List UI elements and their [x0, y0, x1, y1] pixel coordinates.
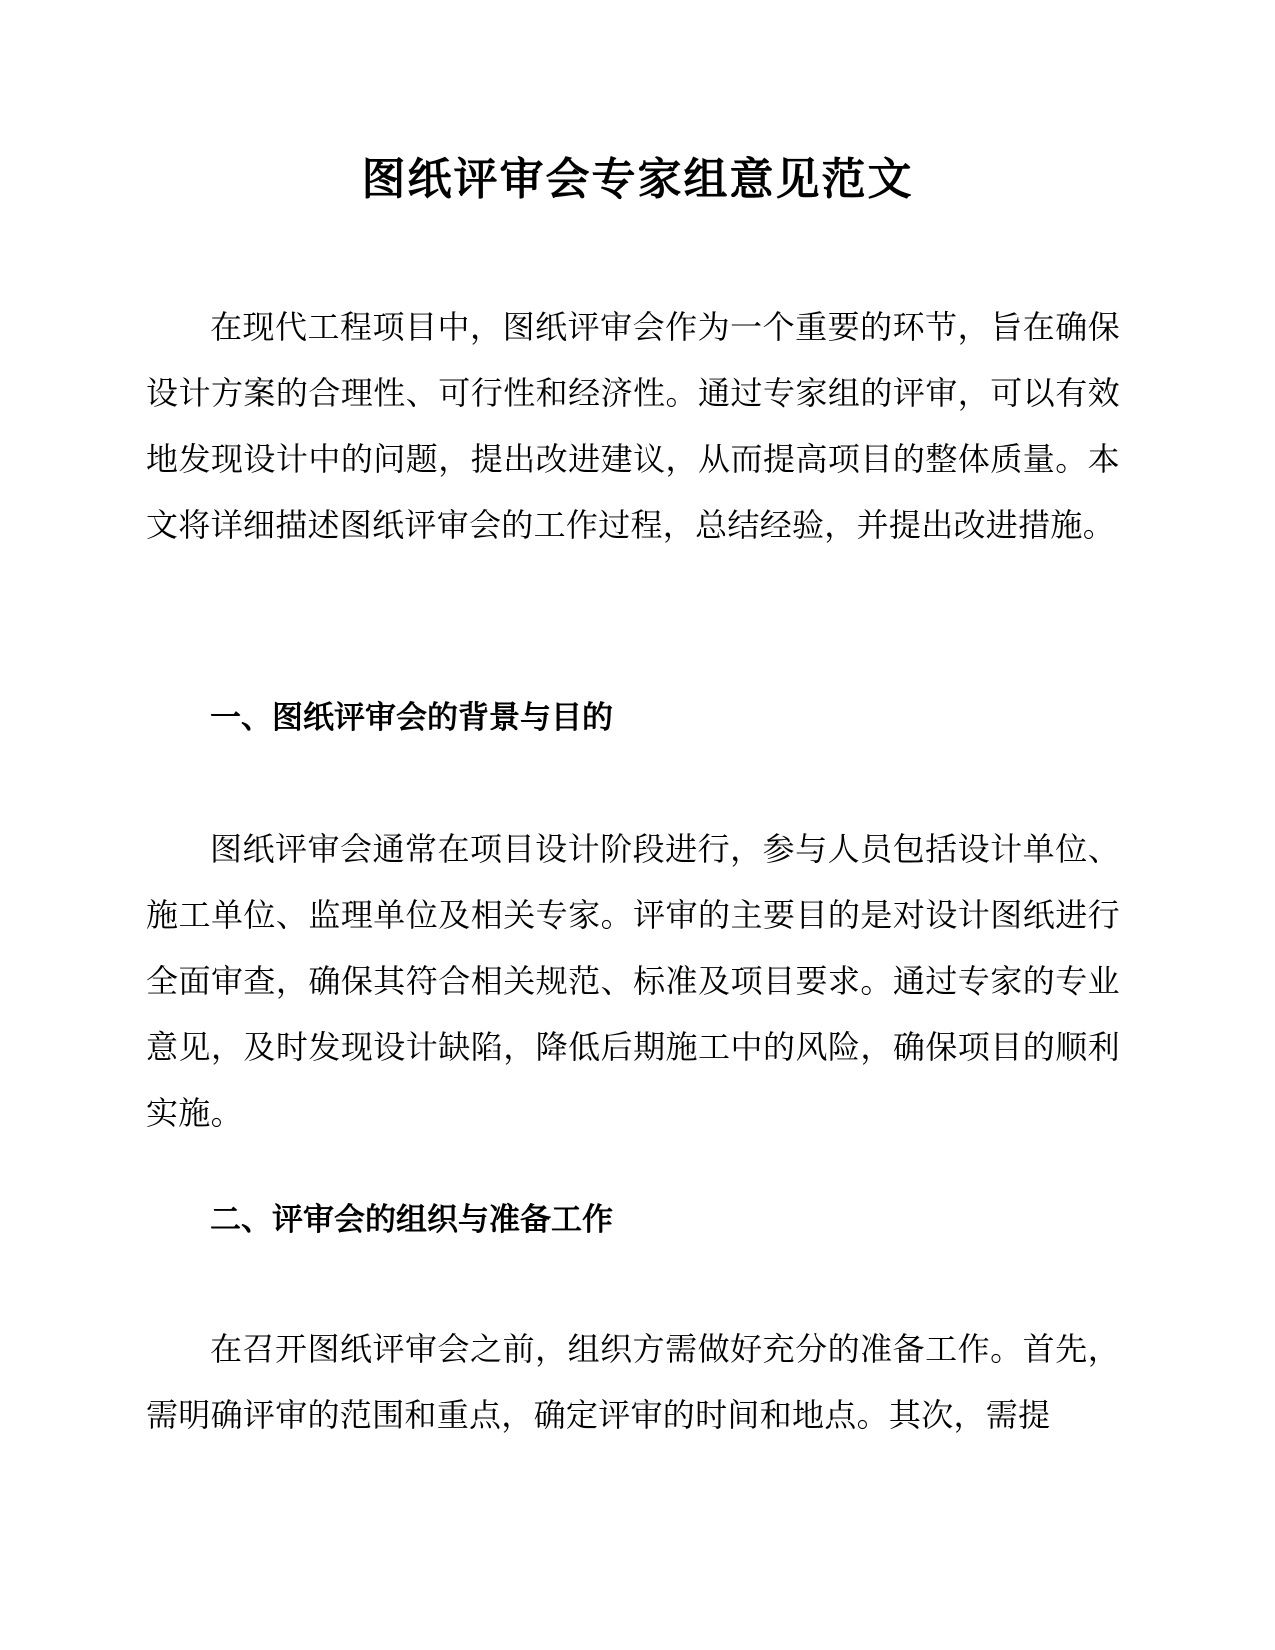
document-title: 图纸评审会专家组意见范文: [361, 154, 914, 205]
intro-paragraph: 在现代工程项目中，图纸评审会作为一个重要的环节，旨在确保设计方案的合理性、可行性和经济性。通过专家组的评审，可以有效地发现设计中的问题，提出改进建议，从而提高项目的整体质量。本文将详细描述图纸评审会的工作过程，总结经验，并提出改进措施。: [146, 308, 1120, 544]
section-body-background: 图纸评审会通常在项目设计阶段进行，参与人员包括设计单位、施工单位、监理单位及相关专家。评审的主要目的是对设计图纸进行全面审查，确保其符合相关规范、标准及项目要求。通过专家的专业意见，及时发现设计缺陷，降低后期施工中的风险，确保项目的顺利实施。: [146, 830, 1120, 1132]
section-heading-background: 一、图纸评审会的背景与目的: [210, 700, 613, 736]
section-body-organization: 在召开图纸评审会之前，组织方需做好充分的准备工作。首先，需明确评审的范围和重点，确定评审的时间和地点。其次，需提: [146, 1330, 1120, 1434]
section-heading-organization: 二、评审会的组织与准备工作: [210, 1202, 613, 1238]
